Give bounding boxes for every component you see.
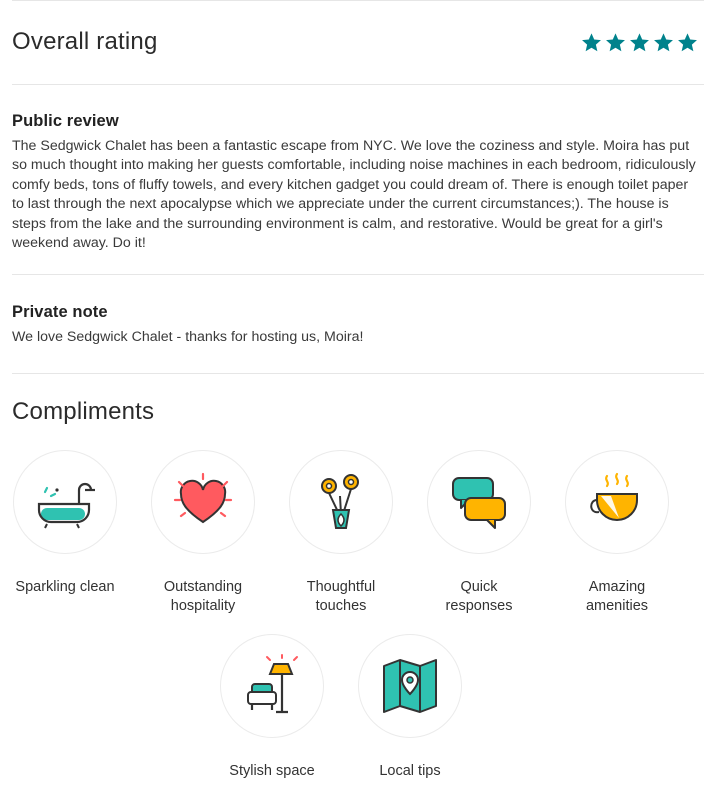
map-pin-icon [378, 654, 442, 718]
compliment-circle [13, 450, 117, 554]
private-note-text: We love Sedgwick Chalet - thanks for hosting us, Moira! [12, 329, 364, 345]
star-icon [629, 32, 650, 53]
divider [12, 373, 704, 374]
compliment-outstanding-hospitality [133, 450, 273, 616]
star-rating [581, 32, 698, 53]
star-icon [581, 32, 602, 53]
divider [12, 84, 704, 85]
overall-rating-title: Overall rating [12, 28, 158, 55]
compliment-stylish-space [202, 634, 342, 781]
compliment-amazing-amenities [547, 450, 687, 616]
compliment-circle [289, 450, 393, 554]
compliment-label: Outstanding hospitality [163, 579, 243, 614]
heart-icon [171, 470, 235, 534]
flowers-icon [309, 470, 373, 534]
top-divider [12, 0, 704, 1]
compliment-thoughtful-touches [271, 450, 411, 616]
compliment-label: Stylish space [229, 763, 315, 779]
compliment-label: Quick responses [445, 579, 513, 614]
public-review-text: The Sedgwick Chalet has been a fantastic escape from NYC. We love the coziness and style. Moira has put so much thought into making her guests comfortable, including noise machines in each bedroom, ridiculously comfy beds, tons of fluffy towels, and every kitchen gadget you could dream of. There is enough toilet paper to last through the next apocalypse which we appreciate under the current circumstances;). The house is steps from the lake and the surrounding environment is calm, and restorative. Would be great for a girl's weekend away. Do it! [12, 138, 696, 252]
compliment-circle [565, 450, 669, 554]
compliment-quick-responses [409, 450, 549, 616]
compliment-sparkling-clean [0, 450, 135, 597]
compliment-label: Amazing amenities [585, 579, 649, 614]
overall-rating-row [12, 20, 698, 64]
private-note-title: Private note [12, 303, 108, 321]
divider [12, 274, 704, 275]
armchair-lamp-icon [240, 654, 304, 718]
compliment-label: Sparkling clean [15, 579, 115, 595]
public-review-section [12, 112, 702, 253]
star-icon [677, 32, 698, 53]
compliment-circle [220, 634, 324, 738]
public-review-title: Public review [12, 112, 119, 130]
bathtub-icon [33, 470, 97, 534]
coffee-cup-icon [585, 470, 649, 534]
compliment-label: Thoughtful touches [306, 579, 376, 614]
compliment-local-tips [340, 634, 480, 781]
compliment-circle [151, 450, 255, 554]
compliment-circle [358, 634, 462, 738]
private-note-section [12, 303, 702, 347]
compliment-circle [427, 450, 531, 554]
star-icon [605, 32, 626, 53]
star-icon [653, 32, 674, 53]
compliments-title: Compliments [12, 398, 155, 425]
compliment-label: Local tips [379, 763, 441, 779]
chat-bubbles-icon [447, 470, 511, 534]
